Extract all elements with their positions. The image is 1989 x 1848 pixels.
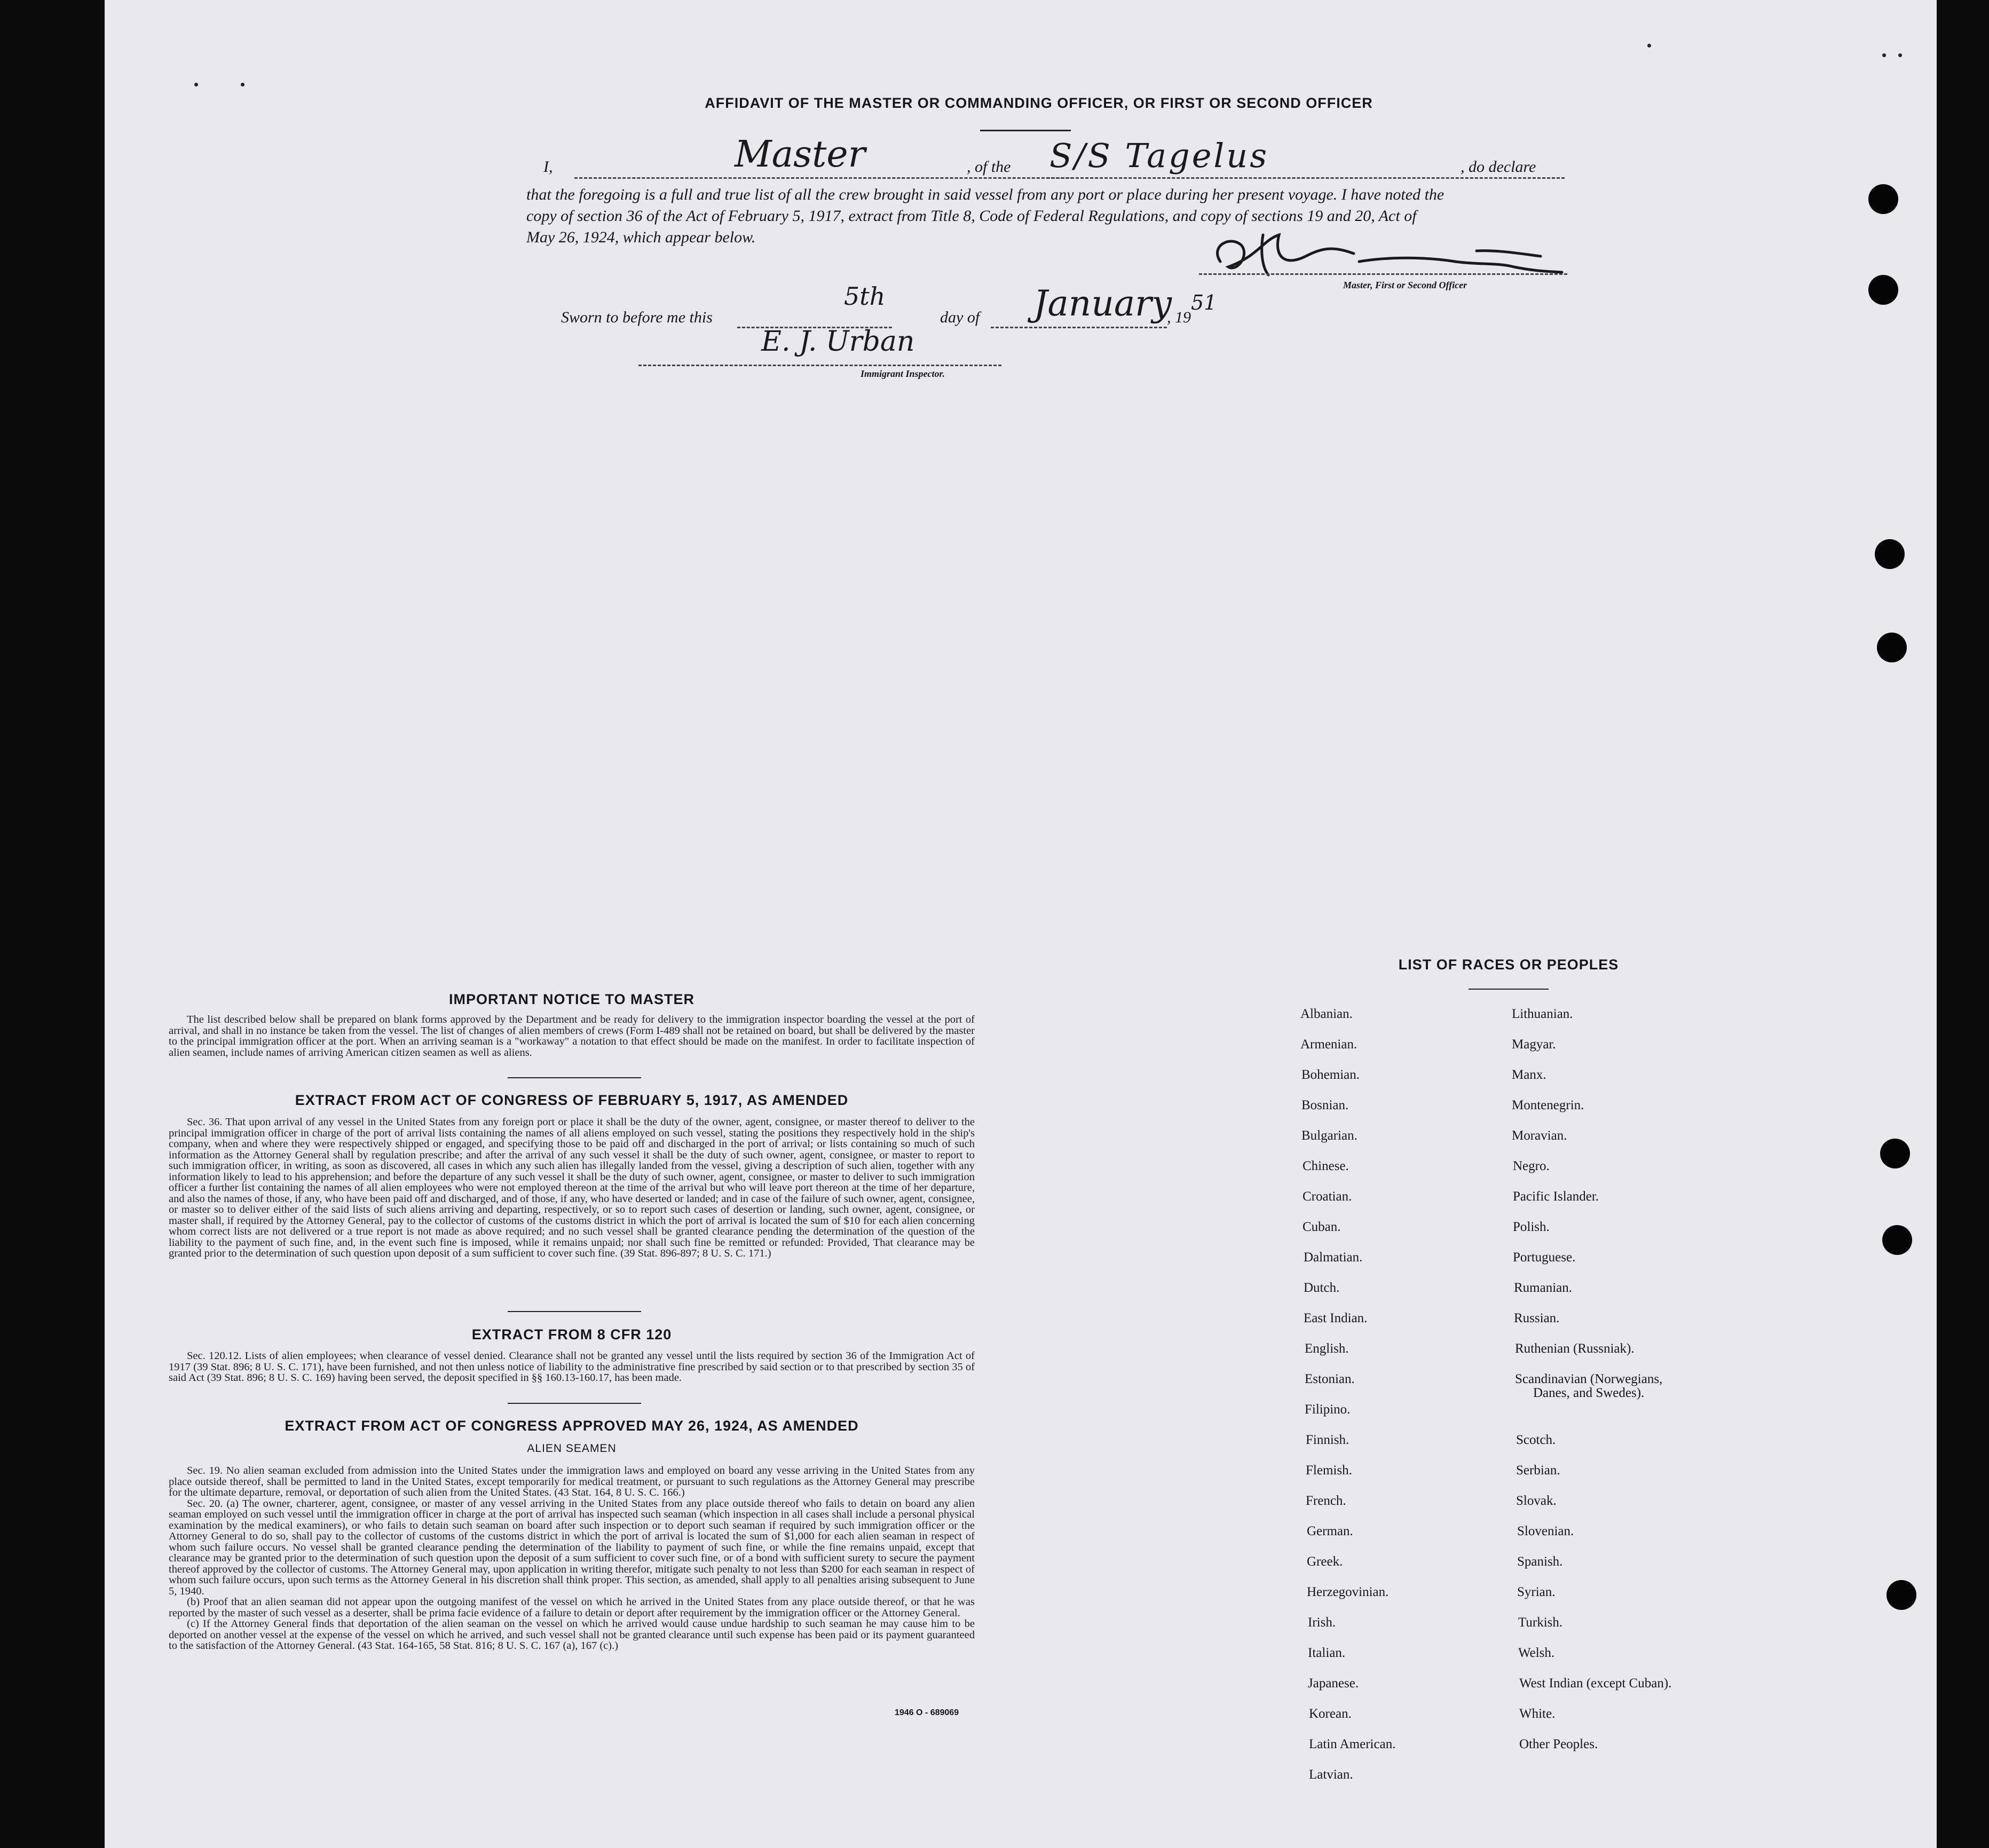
race-item: Albanian. bbox=[1300, 1007, 1353, 1021]
affidavit-title: AFFIDAVIT OF THE MASTER OR COMMANDING OFFICER, OR FIRST OR SECOND OFFICER bbox=[705, 95, 1373, 111]
race-item: Portuguese. bbox=[1513, 1250, 1576, 1265]
extract-cfr-text bbox=[169, 1351, 975, 1384]
day-handwritten: 5th bbox=[844, 282, 886, 311]
race-item: Manx. bbox=[1512, 1068, 1546, 1082]
race-item: English. bbox=[1305, 1341, 1349, 1356]
notice-title: IMPORTANT NOTICE TO MASTER bbox=[449, 991, 694, 1007]
month-handwritten: January bbox=[1033, 283, 1172, 324]
race-item: Filipino. bbox=[1305, 1402, 1351, 1417]
race-item: Irish. bbox=[1308, 1615, 1336, 1630]
race-item: Spanish. bbox=[1517, 1554, 1563, 1569]
race-item: Bosnian. bbox=[1301, 1098, 1349, 1112]
race-item: Slovak. bbox=[1516, 1494, 1557, 1508]
binder-hole bbox=[1868, 275, 1898, 305]
race-item: Rumanian. bbox=[1514, 1281, 1573, 1295]
speck bbox=[1898, 53, 1902, 57]
of-the-label: , of the bbox=[967, 158, 1011, 176]
speck bbox=[1647, 44, 1651, 48]
race-item: Chinese. bbox=[1303, 1159, 1349, 1173]
affidavit-i-label: I, bbox=[543, 158, 553, 176]
sec-20a-paragraph: Sec. 20. (a) The owner, charterer, agent, consignee, or master of any vessel arriving in the United States from any place outside thereof who fails to detain on board any alien seaman employed on such vessel until the immigration officer in charge at the port of arrival has inspected such seaman (which inspection in all cases shall include a personal physical examination by the medical examiners), or who fails to detain such seaman on board after such inspection or to deport such seaman if required by such immigration officer or the Attorney General to do so, shall pay to the collector of customs of the customs district in which the port of arrival is located the sum of $1,000 for each alien seaman in respect of whom such failure occurs. No vessel shall be granted clearance pending the determination of the liability to payment of such fine, or while the fine remains unpaid, except that clearance may be granted prior to the determination of such question upon the deposit of a sum sufficient to cover such fine, or of a bond with sufficient surety to secure the payment thereof approved by the collector of customs. The Attorney General may, upon application in writing therefor, mitigate such penalty to not less than $200 for each seaman in respect of whom such failure occurs, upon such terms as the Attorney General in his discretion shall think proper. This section, as amended, shall apply to all penalties arising subsequent to June 5, 1940. bbox=[169, 1497, 975, 1597]
binder-hole bbox=[1875, 539, 1905, 569]
month-blank bbox=[991, 327, 1167, 328]
race-item: Negro. bbox=[1513, 1159, 1550, 1173]
race-item: Japanese. bbox=[1308, 1676, 1359, 1691]
section-rule bbox=[508, 1077, 641, 1078]
print-code: 1946 O - 689069 bbox=[895, 1708, 959, 1717]
race-item: Estonian. bbox=[1305, 1372, 1355, 1386]
race-item: Slovenian. bbox=[1517, 1524, 1574, 1538]
inspector-signature-line bbox=[638, 365, 1001, 366]
race-item: West Indian (except Cuban). bbox=[1519, 1676, 1672, 1691]
sec-19-paragraph: Sec. 19. No alien seaman excluded from admission into the United States under the immigration laws and employed on board any vesse arriving in the United States from any place outside thereof, shall be permitted to land in the United States, except temporarily for medical treatment, or pursuant to such regulations as the Attorney General may prescribe for the ultimate departure, removal, or deportation of such alien from the United States. (43 Stat. 164, 8 U. S. C. 166.) bbox=[169, 1465, 975, 1498]
race-item: Montenegrin. bbox=[1512, 1098, 1584, 1112]
race-item: French. bbox=[1306, 1494, 1346, 1508]
name-handwritten: Master bbox=[735, 133, 866, 176]
race-item: Herzegovinian. bbox=[1307, 1585, 1389, 1599]
race-item: Turkish. bbox=[1518, 1615, 1563, 1630]
speck bbox=[1882, 53, 1886, 57]
race-item: Ruthenian (Russniak). bbox=[1515, 1341, 1635, 1356]
notice-text bbox=[169, 1014, 975, 1058]
binder-hole bbox=[1882, 1225, 1912, 1255]
race-item: Pacific Islander. bbox=[1513, 1189, 1599, 1204]
binder-hole bbox=[1877, 633, 1907, 662]
document-page bbox=[105, 0, 1937, 1848]
race-item: Flemish. bbox=[1306, 1463, 1352, 1478]
race-item: Latvian. bbox=[1309, 1767, 1353, 1782]
extract-1924-text bbox=[169, 1465, 975, 1652]
sec-20c-paragraph: (c) If the Attorney General finds that deportation of the alien seaman on the vessel on which he arrived would cause undue hardship to such seaman he may cause him to be deported on another vessel at the expense of the vessel on which he arrived, and such vessel shall not be granted clearance until such expense has been paid or its payment guaranteed to the satisfaction of the Attorney General. (43 Stat. 164-165, 58 Stat. 816; 8 U. S. C. 167 (a), 167 (c).) bbox=[169, 1618, 975, 1652]
races-title: LIST OF RACES OR PEOPLES bbox=[1398, 957, 1619, 973]
master-signature-caption: Master, First or Second Officer bbox=[1343, 280, 1467, 290]
extract-1917-text bbox=[169, 1117, 975, 1259]
master-signature-line bbox=[1199, 273, 1567, 275]
race-item: Latin American. bbox=[1309, 1737, 1396, 1751]
race-item: Dutch. bbox=[1304, 1281, 1340, 1295]
race-item: Scandinavian (Norwegians, bbox=[1515, 1372, 1663, 1386]
race-item: Serbian. bbox=[1516, 1463, 1560, 1478]
master-signature bbox=[1199, 224, 1567, 288]
race-item: White. bbox=[1519, 1707, 1556, 1721]
section-rule bbox=[508, 1311, 641, 1312]
race-item: Danes, and Swedes). bbox=[1533, 1386, 1645, 1400]
race-item: Lithuanian. bbox=[1512, 1007, 1573, 1021]
race-item: Scotch. bbox=[1516, 1433, 1556, 1447]
extract-cfr-title: EXTRACT FROM 8 CFR 120 bbox=[471, 1326, 672, 1342]
race-item: Polish. bbox=[1513, 1220, 1550, 1234]
inspector-caption: Immigrant Inspector. bbox=[861, 368, 945, 379]
race-item: Magyar. bbox=[1512, 1037, 1556, 1052]
sworn-label: Sworn to before me this bbox=[561, 309, 713, 326]
binder-hole bbox=[1868, 184, 1898, 214]
inspector-signature: E. J. Urban bbox=[761, 326, 915, 358]
race-item: Bulgarian. bbox=[1301, 1128, 1357, 1143]
sec-20b-paragraph: (b) Proof that an alien seaman did not appear upon the outgoing manifest of the vessel on which he arrived in the United States from any place outside thereof, or that he was reported by the master of such vessel as a deserter, shall be prima facie evidence of a failure to detain or deport after requirement by the immigration officer or the Attorney General. bbox=[169, 1596, 975, 1619]
extract-1924-title: EXTRACT FROM ACT OF CONGRESS APPROVED MAY 26, 1924, AS AMENDED bbox=[285, 1418, 859, 1434]
race-item: Croatian. bbox=[1303, 1189, 1352, 1204]
race-item: Dalmatian. bbox=[1304, 1250, 1363, 1265]
year-handwritten: 51 bbox=[1191, 291, 1217, 314]
vessel-handwritten: S/S Tagelus bbox=[1049, 136, 1269, 175]
race-item: Italian. bbox=[1308, 1646, 1346, 1660]
extract-1917-paragraph: Sec. 36. That upon arrival of any vessel in the United States from any foreign port or place it shall be the duty of the owner, agent, consignee, or master thereof to deliver to the principal immigration officer in charge of the port of arrival lists containing the names of all aliens employed on such vessel, stating the positions they respectively hold in the ship's company, when and where they were respectively shipped or engaged, and specifying those to be paid off and discharged in the port of arrival; or lists containing so much of such information as the Attorney General shall by regulation prescribe; and after the arrival of any such vessel it shall be the duty of such owner, agent, consignee, or master to report to such immigration officer, in writing, as soon as discovered, all cases in which any such alien has illegally landed from the vessel, giving a description of such alien, together with any information likely to lead to his apprehension; and before the departure of any such vessel it shall be the duty of such owner, agent, consignee, or master to deliver to such immigration officer a further list containing the names of all alien employees who were not employed thereon at the time of the arrival but who will leave port thereon at the time of her departure, and also the names of those, if any, who have been paid off and discharged, and of those, if any, who have deserted or landed; and in case of the failure of such owner, agent, consignee, or master so to deliver either of the said lists of such aliens arriving and departing, respectively, or so to report such cases of desertion or landing, such owner, agent, consignee, or master shall, if required by the Attorney General, pay to the collector of customs of the customs district in which the port of arrival is located the sum of $10 for each alien concerning whom correct lists are not delivered or a true report is not made as above required; and no such vessel shall be granted clearance pending the determination of the question of the liability to the payment of such fine, and, in the event such fine is imposed, while it remains unpaid; nor shall such fine be remitted or refunded: Provided, That clearance may be granted prior to the determination of such question upon deposit of a sum sufficient to cover such fine. (39 Stat. 896-897; 8 U. S. C. 171.) bbox=[169, 1116, 975, 1259]
race-item: German. bbox=[1307, 1524, 1353, 1538]
do-declare-label: , do declare bbox=[1461, 158, 1536, 176]
speck bbox=[241, 83, 244, 86]
alien-seamen-subtitle: ALIEN SEAMEN bbox=[527, 1442, 617, 1455]
race-item: Moravian. bbox=[1512, 1128, 1567, 1143]
section-rule bbox=[508, 1403, 641, 1404]
race-item: Armenian. bbox=[1300, 1037, 1357, 1052]
race-item: Other Peoples. bbox=[1519, 1737, 1598, 1751]
race-item: Russian. bbox=[1514, 1311, 1560, 1325]
race-item: East Indian. bbox=[1304, 1311, 1368, 1325]
extract-cfr-paragraph: Sec. 120.12. Lists of alien employees; when clearance of vessel denied. Clearance shall not be granted any vessel until the lists required by section 36 of the Immigration Act of 1917 (39 Stat. 896; 8 U. S. C. 171), have been furnished, and not then unless notice of liability to the administrative fine prescribed by said section or to that prescribed by section 35 of said Act (39 Stat. 896; 8 U. S. C. 169) having been served, the deposit specified in §§ 160.13-160.17, has been made. bbox=[169, 1350, 975, 1384]
binder-hole bbox=[1880, 1139, 1910, 1168]
affidavit-line-2: copy of section 36 of the Act of February 5, 1917, extract from Title 8, Code of Federal Regulations, and copy of sections 19 and 20, Act of bbox=[526, 207, 1417, 225]
race-item: Bohemian. bbox=[1301, 1068, 1360, 1082]
affidavit-line-3: May 26, 1924, which appear below. bbox=[526, 228, 756, 246]
title-rule bbox=[980, 130, 1071, 131]
affidavit-line-1: that the foregoing is a full and true list of all the crew brought in said vessel from any port or place during her present voyage. I have noted the bbox=[526, 186, 1445, 203]
year-printed: , 19 bbox=[1167, 309, 1191, 326]
race-item: Syrian. bbox=[1517, 1585, 1556, 1599]
race-item: Cuban. bbox=[1303, 1220, 1341, 1234]
race-item: Welsh. bbox=[1518, 1646, 1555, 1660]
speck bbox=[194, 83, 198, 86]
race-item: Greek. bbox=[1307, 1554, 1343, 1569]
notice-paragraph: The list described below shall be prepared on blank forms approved by the Department and be ready for delivery to the immigration inspector boarding the vessel at the port of arrival, and shall in no instance be taken from the vessel. The list of changes of alien members of crews (Form I-489 shall not be retained on board, but shall be delivered by the master to the principal immigration officer at the port. When an arriving seaman is a "workaway" a notation to that effect should be made on the manifest. In order to facilitate inspection of alien seamen, include names of arriving American citizen seamen as well as aliens. bbox=[169, 1014, 975, 1059]
extract-1917-title: EXTRACT FROM ACT OF CONGRESS OF FEBRUARY 5, 1917, AS AMENDED bbox=[295, 1092, 849, 1108]
race-item: Finnish. bbox=[1306, 1433, 1349, 1447]
races-rule bbox=[1469, 989, 1549, 990]
day-of-label: day of bbox=[940, 309, 980, 326]
race-item: Korean. bbox=[1309, 1707, 1352, 1721]
binder-hole bbox=[1887, 1580, 1916, 1610]
